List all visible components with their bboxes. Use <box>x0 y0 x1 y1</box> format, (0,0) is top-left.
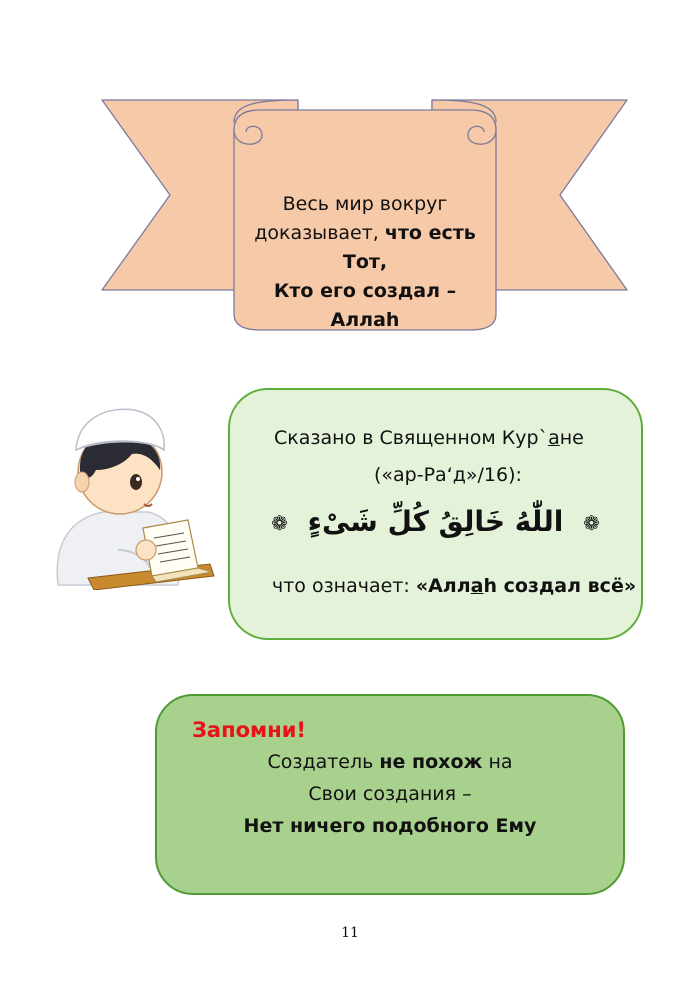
page-number: 11 <box>341 925 359 941</box>
quote-meaning <box>272 575 636 597</box>
quote-meaning-underlined: а <box>470 575 484 597</box>
quote-intro-underlined: а <box>548 427 560 449</box>
banner-line-2-bold: что есть Тот, <box>342 222 476 273</box>
remember-line-3 <box>157 815 623 837</box>
quote-meaning-bold-2: h создал всё» <box>483 575 637 597</box>
quote-meaning-plain: что означает: <box>272 575 410 597</box>
remember-box <box>155 694 625 895</box>
boy-reading-quran-illustration <box>48 400 218 590</box>
remember-line-1-a: Создатель <box>267 751 374 773</box>
banner-line-2 <box>240 219 490 277</box>
quote-meaning-bold-1: «Алл <box>415 575 471 597</box>
banner-line-2-plain: доказывает, <box>254 222 379 244</box>
remember-line-1-b: на <box>488 751 513 773</box>
quote-intro-part-1: Сказано в Священном Кур` <box>274 427 549 449</box>
quran-quote-box <box>228 388 643 640</box>
remember-title: Запомни! <box>192 718 306 742</box>
remember-line-1-bold: не похож <box>379 751 483 773</box>
banner-text <box>240 190 490 335</box>
ornament-right-icon: ❁ <box>583 511 600 535</box>
banner-line-3 <box>240 277 490 335</box>
banner-line-1: Весь мир вокруг <box>282 193 448 215</box>
quote-reference: («ар-Ра‘д»/16): <box>374 464 522 486</box>
quote-intro <box>274 427 584 449</box>
remember-line-2: Свои создания – <box>308 783 472 805</box>
quote-intro-part-2: не <box>559 427 584 449</box>
quote-meaning-bold <box>416 575 636 597</box>
banner-line-3-bold: Кто его создал – Аллаh <box>273 280 457 331</box>
arabic-text: اللّٰهُ خَالِقُ كُلِّ شَىْءٍ <box>307 505 564 538</box>
remember-line-3-bold: Нет ничего подобного Ему <box>243 815 537 837</box>
quote-arabic-verse <box>230 505 641 538</box>
remember-line-1 <box>157 751 623 773</box>
ornament-left-icon: ❁ <box>271 511 288 535</box>
